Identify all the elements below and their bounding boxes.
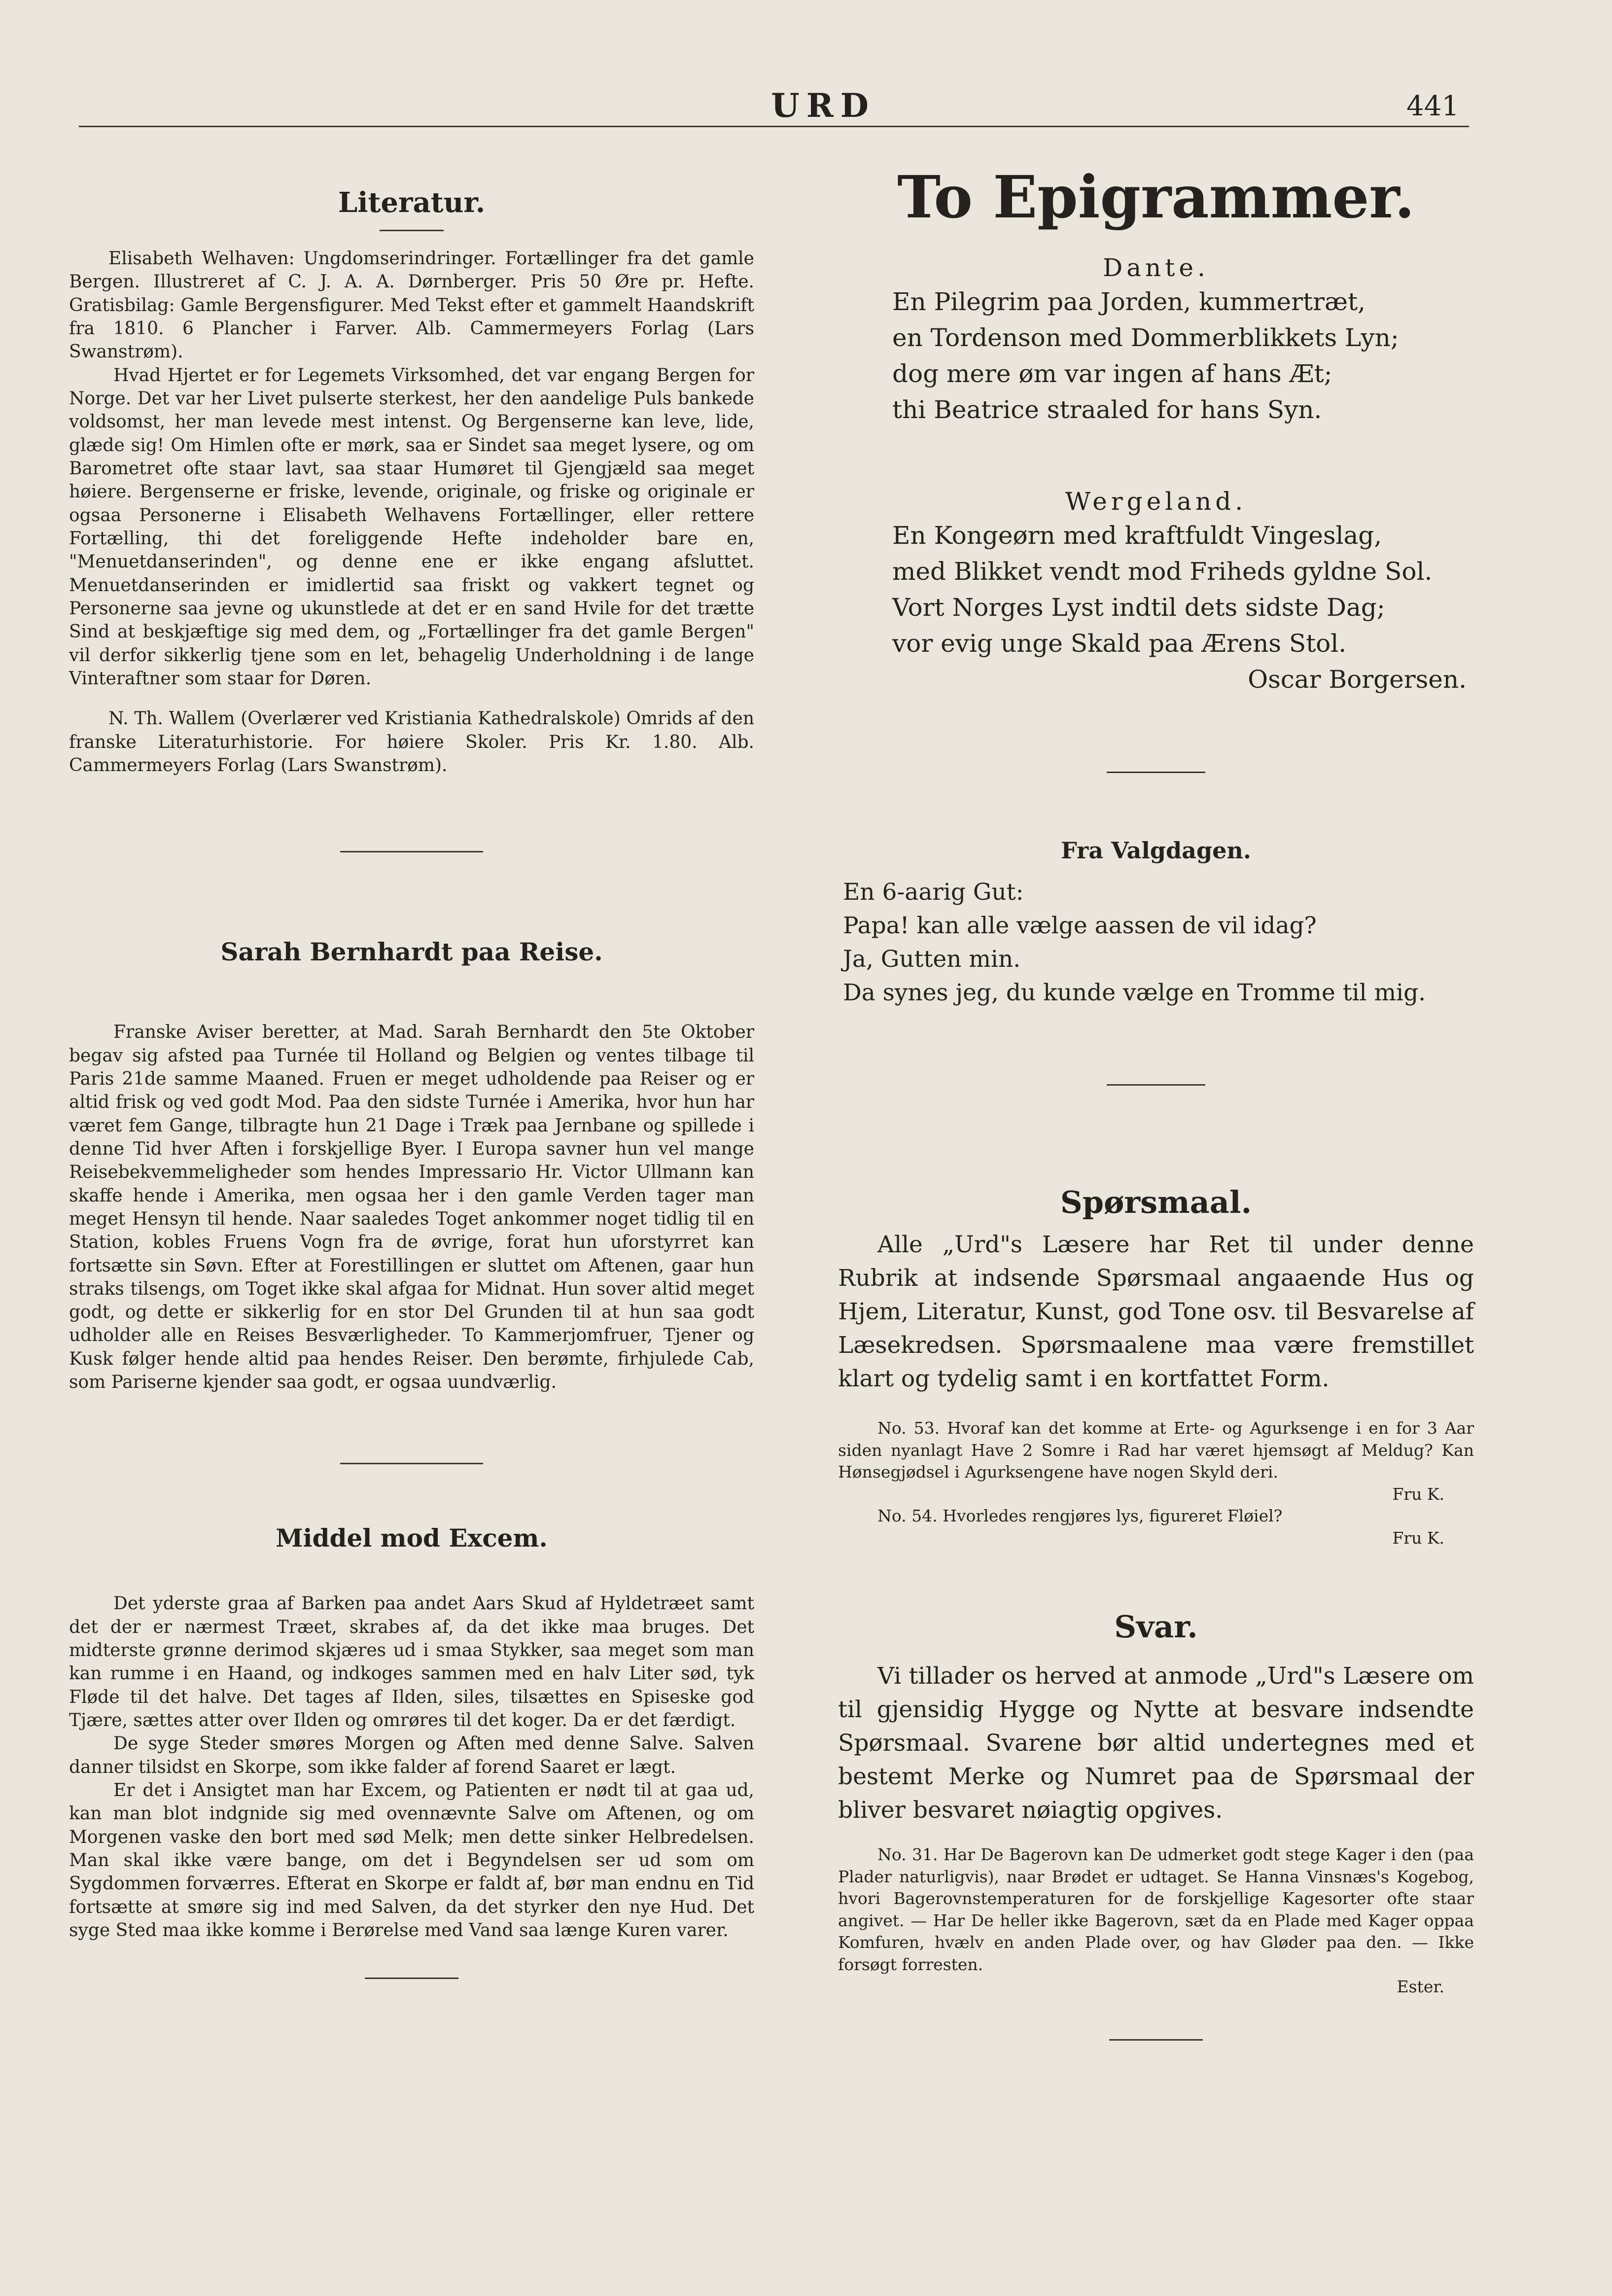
dialogue-line: Da synes jeg, du kunde vælge en Tromme til mig. — [843, 979, 1426, 1007]
left-column — [69, 163, 754, 1979]
divider — [380, 230, 444, 231]
section-title-middel-mod-excem: Middel mod Excem. — [276, 1523, 548, 1553]
section-fra-valgdagen — [838, 837, 1474, 1010]
section-svar — [838, 1609, 1474, 1998]
question-54: No. 54. Hvorledes rengjøres lys, figureret Fløiel? — [877, 1506, 1283, 1526]
poem-wergeland — [892, 518, 1474, 662]
question-53: No. 53. Hvoraf kan det komme at Erte- og Agurksenge i en for 3 Aar siden nyanlagt Have 2 Somre i Rad har været hjemsøgt af Meldug? Kan Hønsegjødsel i Agurksengene have nogen Skyld deri. — [838, 1418, 1474, 1482]
literatur-review: Hvad Hjertet er for Legemets Virksomhed, det var engang Bergen for Norge. Det var her Livet pulserte sterkest, her den aandelige Puls bankede voldsomst, her man levede mest intenst. Og Bergenserne kan leve, lide, glæde sig! Om Himlen ofte er mørk, saa er Sindet saa meget lysere, og om Barometret ofte staar lavt, saa staar Humøret til Gjengjæld saa meget høiere. Bergenserne er friske, levende, originale, og friske og originale er ogsaa Personerne i Elisabeth Welhavens Fortællinger, eller rettere Fortælling, thi det foreliggende Hefte indeholder bare en, "Menuetdanserinden", og denne ene er ikke engang afsluttet. Menuetdanserinden er imidlertid saa friskt og vakkert tegnet og Personerne saa jevne og ukunstlede at det er en sand Hvile for det trætte Sind at beskjæftige sig med dem, og „Fortællinger fra det gamle Bergen" vil derfor sikkerlig tjene som en let, behagelig Underholdning i de lange Vinteraftner som staar for Døren. — [69, 365, 754, 689]
poem-line: En Pilegrim paa Jorden, kummertræt, — [892, 287, 1366, 316]
section-literatur — [69, 163, 754, 777]
divider — [365, 1978, 458, 1979]
dialogue-line: Ja, Gutten min. — [843, 946, 1021, 973]
poem-dante — [892, 284, 1474, 428]
page-number: 441 — [1406, 90, 1459, 122]
section-to-epigrammer — [838, 163, 1474, 698]
divider — [340, 851, 483, 852]
question-54-signature: Fru K. — [1392, 1528, 1444, 1548]
valgdagen-dialogue — [843, 876, 1474, 1010]
section-title-svar: Svar. — [1114, 1608, 1198, 1645]
svar-intro: Vi tillader os herved at anmode „Urd"s Læsere om til gjensidig Hygge og Nytte at besvare indsendte Spørsmaal. Svarene bør altid undertegnes med et bestemt Merke og Numret paa de Spørsmaal der bliver besvaret nøiagtig opgives. — [838, 1662, 1474, 1824]
divider — [1107, 1084, 1205, 1086]
section-title-to-epigrammer: To Epigrammer. — [897, 163, 1415, 231]
section-title-fra-valgdagen: Fra Valgdagen. — [1061, 837, 1251, 864]
poem-line: dog mere øm var ingen af hans Æt; — [892, 359, 1332, 388]
poem-line: en Tordenson med Dommerblikkets Lyn; — [892, 323, 1399, 352]
answer-31-signature: Ester. — [1397, 1977, 1444, 1996]
question-53-signature: Fru K. — [1392, 1484, 1444, 1504]
divider — [1109, 2039, 1203, 2041]
answer-31: No. 31. Har De Bagerovn kan De udmerket godt stege Kager i den (paa Plader naturligvis), naar Brødet er udtaget. Se Hanna Vinsnæs's Kogebog, hvori Bagerovnstemperaturen for de forskjellige Kagesorter ofte staar angivet. — Har De heller ikke Bagerovn, sæt da en Plade med Kager oppaa Komfuren, hvælv en anden Plade over, og hav Gløder paa den. — Ikke forsøgt forresten. — [838, 1845, 1474, 1974]
page-header — [79, 81, 1469, 127]
section-middel-mod-excem — [69, 1523, 754, 1942]
divider — [340, 1463, 483, 1464]
sporsmaal-intro: Alle „Urd"s Læsere har Ret til under denne Rubrik at indsende Spørsmaal angaaende Hus og Hjem, Literatur, Kunst, god Tone osv. til Besvarelse af Læsekredsen. Spørsmaalene maa være fremstillet klart og tydelig samt i en kortfattet Form. — [838, 1231, 1474, 1393]
section-title-sporsmaal: Spørsmaal. — [1060, 1184, 1252, 1220]
dialogue-line: En 6-aarig Gut: — [843, 879, 1024, 906]
divider — [1107, 772, 1205, 773]
poem-line: En Kongeørn med kraftfuldt Vingeslag, — [892, 521, 1382, 550]
literatur-entry-welhaven: Elisabeth Welhaven: Ungdomserindringer. Fortællinger fra det gamle Bergen. Illustreret af C. J. A. A. Dørnberger. Pris 50 Øre pr. Hefte. Gratisbilag: Gamle Bergensfigurer. Med Tekst efter et gammelt Haandskrift fra 1810. 6 Plancher i Farver. Alb. Cammermeyers Forlag (Lars Swanstrøm). — [69, 248, 754, 362]
poem-line: vor evig unge Skald paa Ærens Stol. — [892, 629, 1347, 658]
poem-heading-dante: Dante. — [1103, 253, 1209, 282]
poem-signature: Oscar Borgersen. — [1248, 665, 1467, 694]
poem-line: med Blikket vendt mod Friheds gyldne Sol. — [892, 557, 1433, 586]
excem-paragraph-1: Det yderste graa af Barken paa andet Aars Skud af Hyldetræet samt det der er nærmest Træet, skrabes af, da det ikke maa bruges. Det midterste grønne derimod skjæres ud i smaa Stykker, saa meget som man kan rumme i en Haand, og indkoges sammen med en halv Liter sød, tyk Fløde til det halve. Det tages af Ilden, siles, tilsættes en Spiseske god Tjære, sættes atter over Ilden og omrøres til det koger. Da er det færdigt. — [69, 1593, 754, 1731]
dialogue-line: Papa! kan alle vælge aassen de vil idag? — [843, 912, 1317, 940]
poem-line: Vort Norges Lyst indtil dets sidste Dag; — [892, 593, 1385, 622]
section-title-sarah-bernhardt: Sarah Bernhardt paa Reise. — [220, 937, 603, 967]
right-column — [838, 163, 1474, 2041]
poem-heading-wergeland: Wergeland. — [1065, 487, 1247, 516]
section-sporsmaal — [838, 1184, 1474, 1550]
literatur-entry-wallem: N. Th. Wallem (Overlærer ved Kristiania Kathedralskole) Omrids af den franske Literaturhistorie. For høiere Skoler. Pris Kr. 1.80. Alb. Cammermeyers Forlag (Lars Swanstrøm). — [69, 708, 754, 776]
excem-paragraph-3: Er det i Ansigtet man har Excem, og Patienten er nødt til at gaa ud, kan man blot indgnide sig med ovennævnte Salve om Aftenen, og om Morgenen vaske den bort med sød Melk; men dette sinker Helbredelsen. Man skal ikke være bange, om det i Begyndelsen ser ud som om Sygdommen forværres. Efterat en Skorpe er faldt af, bør man endnu en Tid fortsætte at smøre sig ind med Salven, da det styrker den nye Hud. Det syge Sted maa ikke komme i Berørelse med Vand saa længe Kuren varer. — [69, 1780, 754, 1941]
section-title-literatur: Literatur. — [338, 186, 486, 219]
masthead: URD — [771, 86, 876, 125]
section-sarah-bernhardt — [69, 937, 754, 1394]
sarah-bernhardt-article: Franske Aviser beretter, at Mad. Sarah Bernhardt den 5te Oktober begav sig afsted paa Turnée til Holland og Belgien og ventes tilbage til Paris 21de samme Maaned. Fruen er meget udholdende paa Reiser og er altid frisk og ved godt Mod. Paa den sidste Turnée i Amerika, hvor hun har været fem Gange, tilbragte hun 21 Dage i Træk paa Jernbane og spillede i denne Tid hver Aften i forskjellige Byer. I Europa savner hun vel mange Reisebekvemmeligheder som hendes Impressario Hr. Victor Ullmann kan skaffe hende i Amerika, men ogsaa her i den gamle Verden tager man meget Hensyn til hende. Naar saaledes Toget ankommer noget tidlig til en Station, kobles Fruens Vogn fra de øvrige, forat hun uforstyrret kan fortsætte sin Søvn. Efter at Forestillingen er sluttet om Aftenen, gaar hun straks tilsengs, om Toget ikke skal afgaa for Midnat. Hun sover altid meget godt, og dette er sikkerlig for en stor Del Grunden til at hun saa godt udholder alle en Reises Besværligheder. To Kammerjomfruer, Tjener og Kusk følger hende altid paa hendes Reiser. Den berømte, firhjulede Cab, som Pariserne kjender saa godt, er ogsaa uundværlig. — [69, 1022, 754, 1393]
excem-paragraph-2: De syge Steder smøres Morgen og Aften med denne Salve. Salven danner tilsidst en Skorpe, som ikke falder af forend Saaret er lægt. — [69, 1733, 754, 1777]
poem-line: thi Beatrice straaled for hans Syn. — [892, 395, 1322, 424]
